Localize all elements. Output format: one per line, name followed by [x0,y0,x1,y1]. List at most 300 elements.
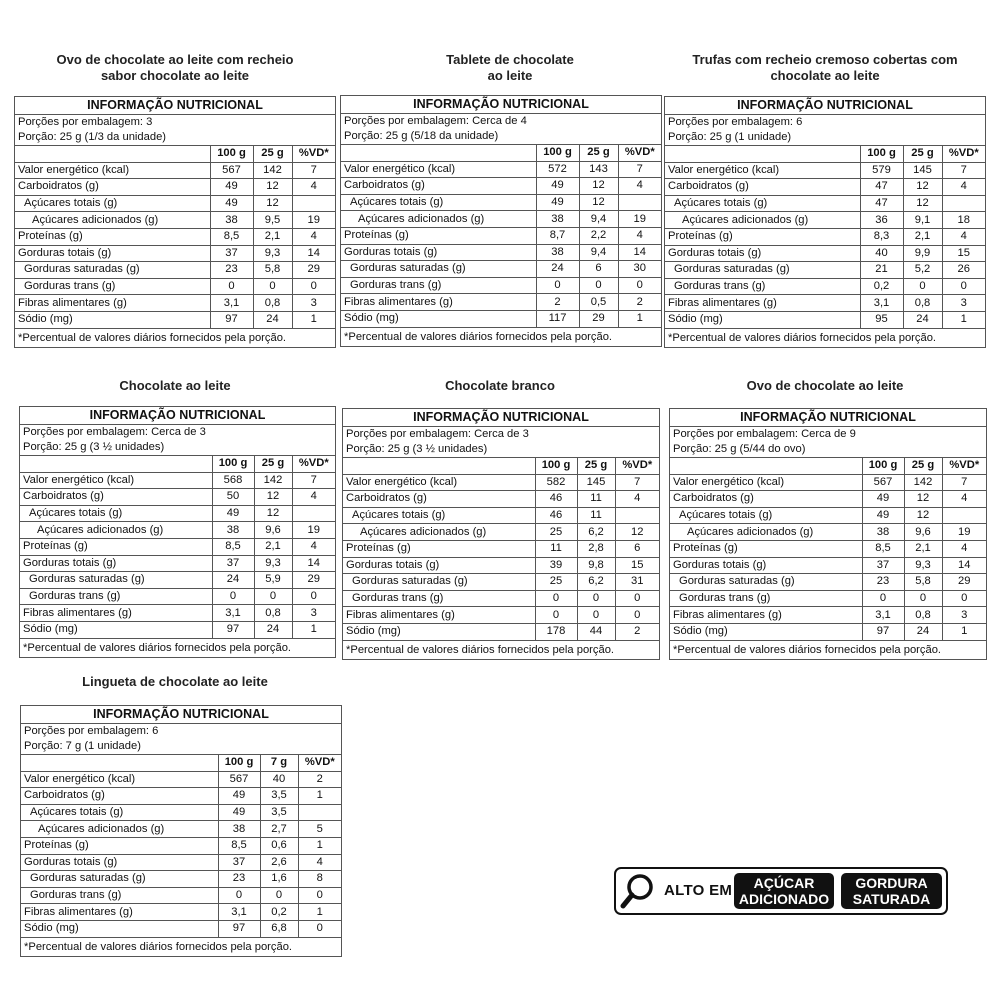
value-vd: 3 [942,295,985,312]
value-per-portion: 12 [579,178,618,195]
header-blank [15,146,210,162]
footnote: *Percentual de valores diários fornecidos pela porção. [24,940,293,953]
nutrition-facts-panel [20,705,342,957]
table-row [21,821,341,838]
row-label: Gorduras saturadas (g) [665,262,860,279]
portion-size: Porção: 25 g (3 ½ unidades) [20,440,335,456]
table-row [341,161,661,178]
table-row [343,524,659,541]
value-vd: 4 [942,228,985,245]
value-vd: 14 [942,557,986,574]
seal-added-sugar-box [734,873,834,909]
table-row [20,522,335,539]
row-label: Açúcares adicionados (g) [21,821,218,838]
footnote: *Percentual de valores diários fornecidos pela porção. [346,643,615,656]
table-header-row [343,458,659,474]
value-vd: 29 [292,572,335,589]
value-per-portion: 2,1 [254,538,292,555]
value-vd: 2 [615,623,659,640]
seal-box1-line2: ADICIONADO [738,891,830,907]
row-label: Fibras alimentares (g) [343,607,535,624]
value-per-100g: 11 [535,540,577,557]
table-row [341,277,661,294]
value-per-100g: 36 [860,212,903,229]
value-per-portion: 11 [577,507,615,524]
value-vd [298,804,341,821]
value-per-portion: 12 [903,179,942,196]
portions-per-package: Porções por embalagem: Cerca de 3 [23,426,206,438]
value-per-portion: 2,8 [577,540,615,557]
value-per-portion: 11 [577,491,615,508]
value-per-100g: 23 [210,262,253,279]
table-row [21,804,341,821]
value-vd: 4 [292,489,335,506]
value-vd: 4 [292,538,335,555]
value-per-portion: 24 [253,311,292,328]
value-per-100g: 38 [212,522,254,539]
value-per-100g: 38 [862,524,904,541]
value-per-portion: 9,3 [904,557,942,574]
value-per-100g: 0 [536,277,579,294]
product-title [20,674,330,690]
value-per-100g: 3,1 [860,295,903,312]
header-portion: 25 g [254,456,292,472]
value-per-100g: 0 [210,278,253,295]
value-vd: 7 [615,474,659,491]
panel-header: INFORMAÇÃO NUTRICIONAL [341,96,661,114]
table-header-row [21,755,341,771]
row-label: Carboidratos (g) [20,489,212,506]
footnote: *Percentual de valores diários fornecidos pela porção. [668,331,937,344]
value-vd: 12 [615,524,659,541]
value-per-portion: 12 [253,195,292,212]
row-label: Proteínas (g) [343,540,535,557]
header-portion: 25 g [903,146,942,162]
nutrition-table [20,456,335,639]
row-label: Sódio (mg) [15,311,210,328]
value-vd: 6 [615,540,659,557]
header-100g: 100 g [862,458,904,474]
value-per-portion: 12 [253,179,292,196]
nutrition-facts-panel [669,408,987,660]
nutrition-facts-panel [14,96,336,348]
value-per-portion: 9,5 [253,212,292,229]
value-vd: 4 [618,178,661,195]
value-per-portion: 0,5 [579,294,618,311]
value-vd: 1 [298,788,341,805]
value-per-100g: 49 [212,505,254,522]
table-row [670,607,986,624]
value-per-100g: 567 [210,162,253,179]
table-row [341,178,661,195]
product-title [40,52,310,84]
nutrition-facts-panel [664,96,986,348]
row-label: Gorduras trans (g) [21,887,218,904]
table-row [341,227,661,244]
table-row [21,854,341,871]
value-per-100g: 38 [536,211,579,228]
value-per-100g: 0,2 [860,278,903,295]
value-per-portion: 6 [579,261,618,278]
row-label: Açúcares adicionados (g) [341,211,536,228]
table-row [670,557,986,574]
value-per-100g: 25 [535,574,577,591]
value-per-100g: 97 [862,623,904,640]
row-label: Gorduras trans (g) [341,277,536,294]
row-label: Valor energético (kcal) [343,474,535,491]
footnote: *Percentual de valores diários fornecidos pela porção. [23,641,292,654]
value-per-100g: 0 [862,590,904,607]
product-title-line1: Chocolate ao leite [119,378,231,393]
table-row [20,505,335,522]
row-label: Açúcares adicionados (g) [343,524,535,541]
value-vd: 0 [942,590,986,607]
value-per-100g: 8,5 [212,538,254,555]
value-per-portion: 0,8 [903,295,942,312]
seal-box2-line1: GORDURA [855,875,928,891]
table-header-row [15,146,335,162]
value-vd: 2 [618,294,661,311]
portion-size: Porção: 25 g (1 unidade) [665,130,985,146]
value-per-portion: 0 [903,278,942,295]
table-row [15,228,335,245]
table-row [21,771,341,788]
value-per-100g: 3,1 [212,605,254,622]
table-row [15,311,335,328]
row-label: Gorduras totais (g) [20,555,212,572]
table-row [15,195,335,212]
value-per-100g: 49 [218,788,260,805]
product-title-line2: sabor chocolate ao leite [100,68,250,83]
value-vd [615,507,659,524]
value-per-100g: 0 [212,588,254,605]
row-label: Gorduras trans (g) [665,278,860,295]
value-per-100g: 40 [860,245,903,262]
value-per-portion: 9,6 [254,522,292,539]
value-vd [292,195,335,212]
value-per-100g: 3,1 [218,904,260,921]
row-label: Gorduras trans (g) [343,590,535,607]
row-label: Fibras alimentares (g) [341,294,536,311]
table-row [341,244,661,261]
value-per-portion: 0 [579,277,618,294]
value-vd: 7 [618,161,661,178]
header-portion: 25 g [904,458,942,474]
value-vd: 1 [298,904,341,921]
footnote: *Percentual de valores diários fornecidos pela porção. [344,330,613,343]
footnote: *Percentual de valores diários fornecidos pela porção. [18,331,287,344]
value-vd: 1 [292,621,335,638]
value-per-portion: 9,9 [903,245,942,262]
value-per-100g: 97 [210,311,253,328]
value-vd: 0 [292,278,335,295]
table-header-row [341,145,661,161]
row-label: Proteínas (g) [665,228,860,245]
row-label: Carboidratos (g) [15,179,210,196]
row-label: Gorduras saturadas (g) [670,574,862,591]
row-label: Gorduras saturadas (g) [20,572,212,589]
value-per-100g: 8,5 [862,540,904,557]
portions-per-package: Porções por embalagem: 6 [24,725,159,737]
header-blank [20,456,212,472]
value-per-100g: 49 [862,491,904,508]
value-vd: 0 [298,887,341,904]
value-per-100g: 47 [860,179,903,196]
value-per-portion: 0 [254,588,292,605]
value-vd: 7 [942,162,985,179]
product-title-line1: Lingueta de chocolate ao leite [82,674,268,689]
header-vd: %VD* [942,458,986,474]
row-label: Açúcares adicionados (g) [15,212,210,229]
value-per-100g: 46 [535,491,577,508]
row-label: Valor energético (kcal) [15,162,210,179]
value-per-portion: 9,4 [579,211,618,228]
row-label: Proteínas (g) [670,540,862,557]
front-label-warning-seal [614,867,948,915]
header-100g: 100 g [218,755,260,771]
table-row [670,524,986,541]
table-row [21,788,341,805]
seal-saturated-fat-box [841,873,942,909]
value-vd: 3 [942,607,986,624]
value-per-portion: 2,6 [260,854,298,871]
value-per-100g: 97 [212,621,254,638]
value-per-portion: 12 [254,489,292,506]
value-vd: 15 [615,557,659,574]
table-row [15,295,335,312]
table-row [21,837,341,854]
nutrition-table [21,755,341,938]
table-row [343,623,659,640]
table-row [21,887,341,904]
row-label: Gorduras trans (g) [15,278,210,295]
nutrition-table [670,458,986,641]
value-per-portion: 9,8 [577,557,615,574]
header-blank [343,458,535,474]
product-title-line2: chocolate ao leite [770,68,880,83]
value-per-100g: 38 [218,821,260,838]
value-per-100g: 37 [210,245,253,262]
header-100g: 100 g [860,146,903,162]
table-row [15,179,335,196]
value-per-portion: 24 [903,311,942,328]
table-row [670,540,986,557]
value-vd: 26 [942,262,985,279]
value-per-100g: 567 [862,474,904,491]
table-row [665,278,985,295]
value-per-100g: 567 [218,771,260,788]
table-row [343,474,659,491]
value-per-100g: 37 [218,854,260,871]
table-row [20,605,335,622]
value-per-portion: 2,1 [903,228,942,245]
table-row [665,245,985,262]
value-per-100g: 568 [212,472,254,489]
header-portion: 25 g [577,458,615,474]
product-title [345,378,655,394]
table-row [15,245,335,262]
value-vd: 4 [292,179,335,196]
value-per-portion: 44 [577,623,615,640]
value-vd: 19 [292,522,335,539]
row-label: Açúcares totais (g) [15,195,210,212]
panel-header: INFORMAÇÃO NUTRICIONAL [21,706,341,724]
value-vd [618,194,661,211]
table-row [341,261,661,278]
nutrition-facts-panel [340,95,662,347]
header-vd: %VD* [298,755,341,771]
header-100g: 100 g [210,146,253,162]
value-vd: 18 [942,212,985,229]
panel-header: INFORMAÇÃO NUTRICIONAL [665,97,985,115]
portion-size: Porção: 25 g (5/18 da unidade) [341,129,661,145]
row-label: Valor energético (kcal) [21,771,218,788]
value-vd: 4 [292,228,335,245]
table-row [665,262,985,279]
value-per-100g: 2 [536,294,579,311]
table-header-row [670,458,986,474]
value-per-portion: 142 [904,474,942,491]
table-row [670,574,986,591]
header-100g: 100 g [535,458,577,474]
portion-size: Porção: 25 g (3 ½ unidades) [343,442,659,458]
value-per-portion: 0,8 [253,295,292,312]
table-row [341,194,661,211]
value-per-portion: 0 [253,278,292,295]
header-blank [670,458,862,474]
row-label: Gorduras totais (g) [670,557,862,574]
value-per-portion: 145 [577,474,615,491]
row-label: Açúcares totais (g) [21,804,218,821]
portions-per-package: Porções por embalagem: Cerca de 3 [346,428,529,440]
value-per-100g: 49 [536,194,579,211]
table-row [670,590,986,607]
value-vd: 3 [292,295,335,312]
value-per-portion: 12 [904,491,942,508]
nutrition-table [665,146,985,329]
value-per-100g: 579 [860,162,903,179]
footnote: *Percentual de valores diários fornecidos pela porção. [673,643,942,656]
value-vd: 7 [942,474,986,491]
value-vd: 7 [292,162,335,179]
magnifier-icon [620,873,660,909]
value-per-portion: 24 [904,623,942,640]
row-label: Sódio (mg) [670,623,862,640]
table-row [341,211,661,228]
table-row [15,212,335,229]
table-row [665,195,985,212]
row-label: Gorduras saturadas (g) [15,262,210,279]
value-per-portion: 142 [253,162,292,179]
value-vd: 0 [618,277,661,294]
table-row [670,474,986,491]
value-per-portion: 3,5 [260,788,298,805]
table-row [20,489,335,506]
value-per-100g: 37 [212,555,254,572]
portions-per-package: Porções por embalagem: 3 [18,116,153,128]
table-row [343,540,659,557]
row-label: Gorduras totais (g) [665,245,860,262]
table-row [15,262,335,279]
row-label: Gorduras saturadas (g) [21,871,218,888]
row-label: Valor energético (kcal) [20,472,212,489]
row-label: Açúcares totais (g) [343,507,535,524]
table-row [20,538,335,555]
value-per-portion: 3,5 [260,804,298,821]
value-per-100g: 3,1 [210,295,253,312]
row-label: Fibras alimentares (g) [21,904,218,921]
value-per-100g: 49 [210,195,253,212]
row-label: Fibras alimentares (g) [665,295,860,312]
table-row [670,507,986,524]
header-vd: %VD* [618,145,661,161]
row-label: Sódio (mg) [665,311,860,328]
table-row [20,572,335,589]
value-vd: 14 [292,555,335,572]
value-per-portion: 0,6 [260,837,298,854]
product-title-line1: Chocolate branco [445,378,555,393]
value-per-portion: 145 [903,162,942,179]
product-title-line1: Ovo de chocolate ao leite com recheio [56,52,294,67]
product-title-line1: Tablete de chocolate [446,52,574,67]
product-title-line2: ao leite [487,68,533,83]
table-row [665,179,985,196]
value-per-portion: 0 [577,607,615,624]
table-row [20,555,335,572]
header-vd: %VD* [292,146,335,162]
product-title [20,378,330,394]
value-per-100g: 49 [210,179,253,196]
value-per-100g: 117 [536,310,579,327]
row-label: Valor energético (kcal) [665,162,860,179]
table-row [343,607,659,624]
row-label: Valor energético (kcal) [341,161,536,178]
table-row [670,491,986,508]
value-per-100g: 23 [862,574,904,591]
value-per-100g: 0 [535,590,577,607]
portion-size: Porção: 7 g (1 unidade) [21,739,341,755]
portion-size: Porção: 25 g (1/3 da unidade) [15,130,335,146]
row-label: Gorduras saturadas (g) [343,574,535,591]
value-per-portion: 0,8 [254,605,292,622]
value-per-portion: 0,8 [904,607,942,624]
row-label: Açúcares totais (g) [20,505,212,522]
value-vd: 1 [298,837,341,854]
table-row [665,295,985,312]
value-per-portion: 2,1 [904,540,942,557]
row-label: Fibras alimentares (g) [15,295,210,312]
value-per-100g: 23 [218,871,260,888]
value-vd: 5 [298,821,341,838]
portions-per-package: Porções por embalagem: 6 [668,116,803,128]
value-per-100g: 3,1 [862,607,904,624]
value-vd: 1 [942,311,985,328]
nutrition-table [343,458,659,641]
value-per-portion: 6,8 [260,920,298,937]
value-vd: 0 [615,607,659,624]
value-vd: 1 [292,311,335,328]
value-per-100g: 50 [212,489,254,506]
value-per-portion: 9,3 [253,245,292,262]
header-100g: 100 g [536,145,579,161]
value-per-100g: 38 [210,212,253,229]
table-row [15,162,335,179]
value-vd: 1 [618,310,661,327]
row-label: Gorduras totais (g) [21,854,218,871]
table-row [343,574,659,591]
row-label: Sódio (mg) [343,623,535,640]
value-vd: 7 [292,472,335,489]
